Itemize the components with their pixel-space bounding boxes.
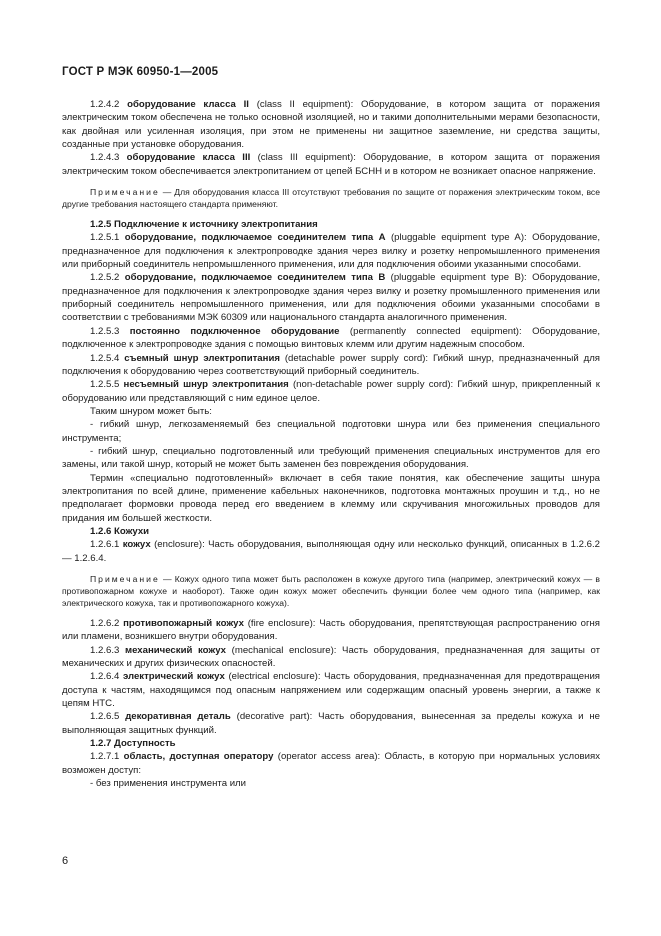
paragraph-cord-intro: Таким шнуром может быть:: [90, 405, 212, 417]
page-number: 6: [62, 855, 69, 867]
paragraph-1-2-6-1: 1.2.6.1 кожух (enclosure): Часть оборудования, выполняющая одну или несколько функций, описанных в 1.2.6.2 — 1.2.6.4.: [62, 539, 600, 564]
note-1: Примечание — Для оборудования класса III отсутствуют требования по защите от поражения электрическим током, все другие требования настоящего стандарта применяют.: [62, 187, 600, 210]
paragraph-1-2-6-4: 1.2.6.4 электрический кожух (electrical enclosure): Часть оборудования, предназначенная для предотвращения доступа к частям, находящимся под опасным напряжением или содержащим опасный уровень энергии, а также к цепям НТС.: [62, 671, 600, 710]
note-2: Примечание — Кожух одного типа может быть расположен в кожухе другого типа (например, электрический кожух — в противопожарном кожухе и наоборот). Также один кожух может обеспечить функции более чем одного типа (например, как электрического кожуха, так и противопожарного кожуха).: [62, 574, 600, 608]
list-item-cord-2: - гибкий шнур, специально подготовленный или требующий применения специальных инструментов для его замены, или такой шнур, который не может быть заменен без повреждения оборудования.: [62, 445, 600, 471]
paragraph-1-2-6-3: 1.2.6.3 механический кожух (mechanical enclosure): Часть оборудования, предназначенная для защиты от механических и других физических опасностей.: [62, 644, 601, 670]
paragraph-1-2-5-5: 1.2.5.5 несъемный шнур электропитания (non-detachable power supply cord): Гибкий шнур, прикрепленный к оборудованию или представляющий с ним единое целое.: [62, 379, 600, 404]
paragraph-1-2-5-4: 1.2.5.4 съемный шнур электропитания (detachable power supply cord): Гибкий шнур, предназначенный для подключения к оборудованию через соответствующий приборный соединитель.: [62, 352, 601, 377]
paragraph-1-2-4-2: 1.2.4.2 оборудование класса II (class II equipment): Оборудование, в котором защита от поражения электрическим током обеспечена не только основной изоляцией, но и такими дополнительными мерами безопасности, как двойная или усиленная изоляция, при этом не применены ни защитное заземление, ни средства защиты, созданные при установке оборудования.: [62, 99, 600, 151]
paragraph-1-2-5-1: 1.2.5.1 оборудование, подключаемое соединителем типа А (pluggable equipment type A): Оборудование, предназначенное для подключения к электропроводке здания через вилку и розетку непромышленного применения или приборный соединитель непромышленного применения, или для подключения обоими указанными способами.: [62, 232, 601, 271]
document-header: ГОСТ Р МЭК 60950-1—2005: [62, 66, 219, 78]
section-1-2-6-heading: 1.2.6 Кожухи: [90, 525, 150, 537]
section-1-2-7-heading: 1.2.7 Доступность: [90, 738, 176, 750]
list-item-access-1: - без применения инструмента или: [90, 778, 247, 790]
paragraph-1-2-6-2: 1.2.6.2 противопожарный кожух (fire enclosure): Часть оборудования, препятствующая распространению огня или пламени, возникшего внутри оборудования.: [62, 618, 600, 643]
paragraph-1-2-4-3: 1.2.4.3 оборудование класса III (class III equipment): Оборудование, в котором защита от поражения электрическим током обеспечивается электропитанием от цепей БСНН и в котором не возникает опасное напряжение.: [62, 152, 600, 177]
paragraph-1-2-6-5: 1.2.6.5 декоративная деталь (decorative part): Часть оборудования, вынесенная за пределы кожуха и не выполняющая защитных функций.: [62, 711, 600, 736]
list-item-cord-1: - гибкий шнур, легкозаменяемый без специальной подготовки шнура или без применения специального инструмента;: [62, 419, 600, 444]
document-body: [62, 98, 600, 790]
paragraph-1-2-7-1: 1.2.7.1 область, доступная оператору (operator access area): Область, в которую при нормальных условиях возможен доступ:: [62, 751, 600, 776]
paragraph-term-definition: Термин «специально подготовленный» включает в себя такие понятия, как обеспечение защиты шнура электропитания по всей длине, применение кабельных наконечников, подготовка монтажных проушин и т.д., но не предполагает формовки провода перед его введением в клемму или скручивания многожильных проводов для придания им большей жесткости.: [62, 472, 600, 524]
section-1-2-5-heading: 1.2.5 Подключение к источнику электропитания: [90, 219, 318, 231]
paragraph-1-2-5-2: 1.2.5.2 оборудование, подключаемое соединителем типа В (pluggable equipment type B): Оборудование, предназначенное для подключения к электропроводке здания через вилку и розетку промышленного применения или приборный соединитель непромышленного применения, или для подключения обоими указанными способами в соответствии с требованиями МЭК 60309 или национального стандарта аналогичного применения.: [62, 272, 600, 324]
paragraph-1-2-5-3: 1.2.5.3 постоянно подключенное оборудование (permanently connected equipment): Оборудование, подключенное к электропроводке здания с помощью винтовых клемм или другим надежным способом.: [62, 325, 600, 351]
